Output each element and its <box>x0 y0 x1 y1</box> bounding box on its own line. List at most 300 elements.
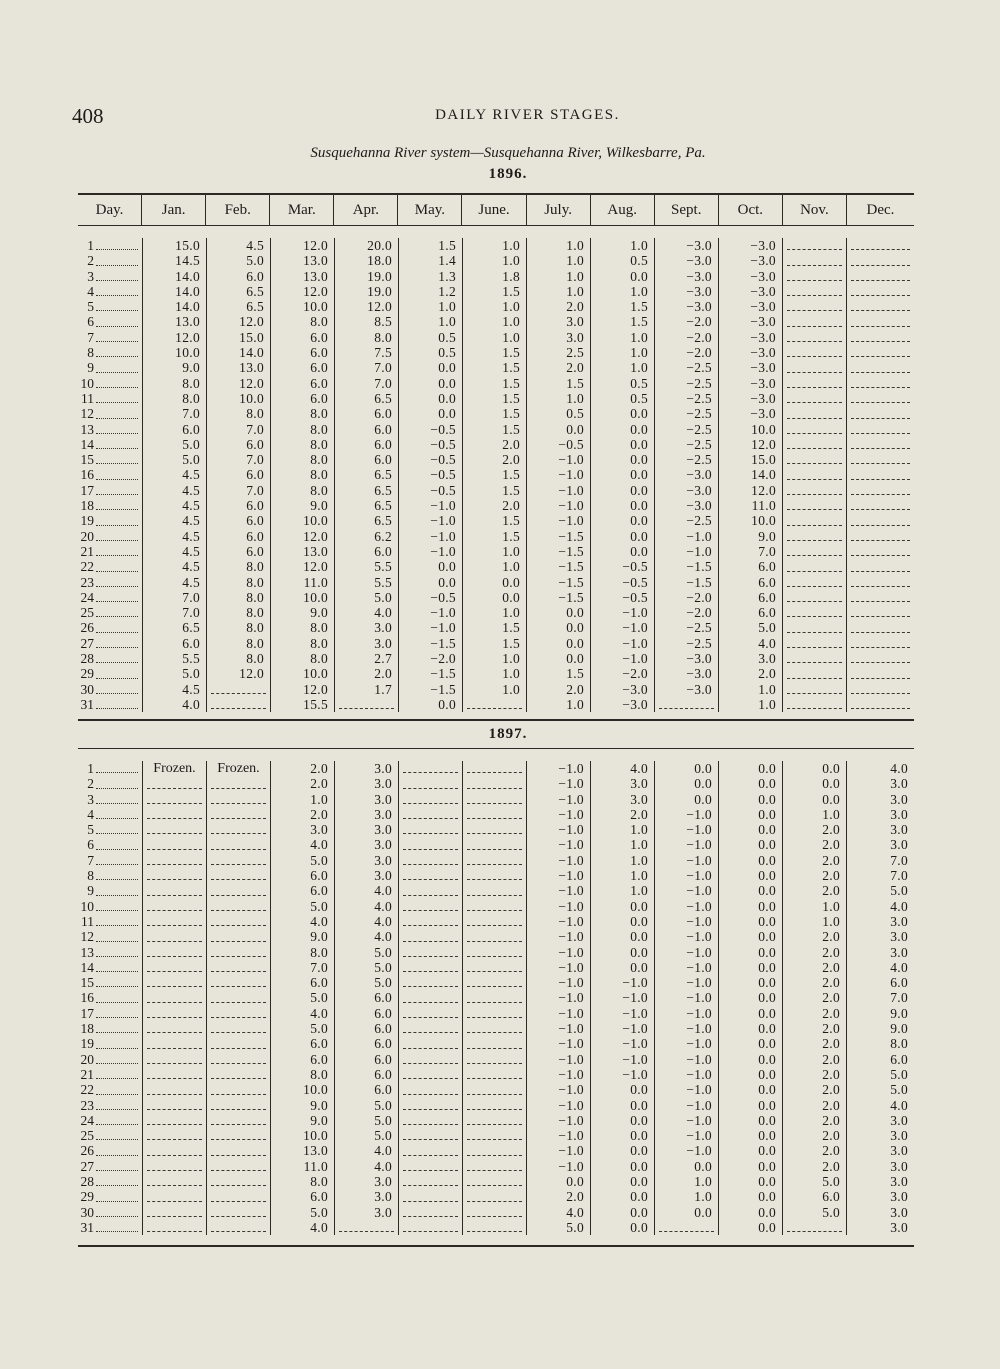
dot-leader <box>96 910 138 911</box>
stage-value: 2.7 <box>374 651 392 667</box>
stage-value: 4.0 <box>630 761 648 776</box>
stage-value: −1.5 <box>430 681 456 697</box>
stage-value: 6.0 <box>374 1051 392 1067</box>
stage-value: 0.0 <box>758 1005 776 1021</box>
blank-cell <box>463 1036 526 1051</box>
stage-value: −1.0 <box>558 1082 584 1098</box>
stage-value: 12.0 <box>239 314 264 330</box>
stage-value: 9.0 <box>182 360 200 376</box>
stage-value: 6.0 <box>310 375 328 391</box>
stage-value: 4.0 <box>566 1204 584 1220</box>
column-header: Sept. <box>654 195 718 225</box>
blank-cell <box>847 636 914 651</box>
stage-value: −1.0 <box>558 1143 584 1159</box>
stage-value: 1.5 <box>502 528 520 544</box>
day-number: 18 <box>80 1021 94 1037</box>
stage-value: 0.0 <box>630 1143 648 1159</box>
blank-cell <box>783 269 846 284</box>
day-number: 11 <box>81 390 94 406</box>
stage-value: 4.0 <box>374 929 392 945</box>
blank-cell <box>847 330 914 345</box>
stage-value: 7.0 <box>310 959 328 975</box>
stage-value: 1.5 <box>502 360 520 376</box>
stage-value: 3.0 <box>374 791 392 807</box>
blank-cell <box>399 807 462 822</box>
stage-value: 0.0 <box>758 1051 776 1067</box>
blank-cell <box>207 990 270 1005</box>
stage-value: 5.0 <box>890 1082 908 1098</box>
blank-cell <box>399 1082 462 1097</box>
stage-value: 3.0 <box>374 776 392 792</box>
blank-cell <box>143 1128 206 1143</box>
table-1896 <box>78 193 914 712</box>
stage-value: 5.0 <box>822 1174 840 1190</box>
stage-value: 0.0 <box>758 975 776 991</box>
stage-value: 0.5 <box>438 329 456 345</box>
stage-value: 3.0 <box>890 1174 908 1190</box>
dot-leader <box>96 1109 138 1110</box>
stage-value: 6.0 <box>310 360 328 376</box>
blank-cell <box>207 1052 270 1067</box>
day-number: 21 <box>80 1066 94 1082</box>
stage-value: 6.0 <box>246 528 264 544</box>
blank-cell <box>143 1159 206 1174</box>
stage-value: 7.0 <box>890 868 908 884</box>
stage-value: 6.0 <box>374 990 392 1006</box>
stage-value: 5.0 <box>310 1204 328 1220</box>
day-number: 28 <box>80 651 94 667</box>
stage-value: −1.0 <box>558 791 584 807</box>
stage-value: 2.0 <box>822 868 840 884</box>
stage-value: 12.0 <box>239 375 264 391</box>
dot-leader <box>96 525 138 526</box>
blank-cell <box>399 1036 462 1051</box>
stage-value: 1.5 <box>502 375 520 391</box>
stage-value: 1.0 <box>822 913 840 929</box>
blank-cell <box>143 1082 206 1097</box>
blank-cell <box>207 1220 270 1235</box>
day-number: 10 <box>80 375 94 391</box>
stage-value: −2.5 <box>686 421 712 437</box>
stage-value: 5.0 <box>374 944 392 960</box>
stage-value: 8.0 <box>246 574 264 590</box>
blank-cell <box>463 1067 526 1082</box>
blank-cell <box>399 975 462 990</box>
stage-value: 5.0 <box>374 1097 392 1113</box>
stage-value: 7.0 <box>890 990 908 1006</box>
stage-value: −1.0 <box>622 990 648 1006</box>
day-number: 7 <box>87 852 94 868</box>
stage-value: 8.0 <box>246 589 264 605</box>
stage-value: 1.0 <box>502 651 520 667</box>
stage-value: −1.0 <box>558 452 584 468</box>
stage-value: 1.5 <box>502 513 520 529</box>
stage-value: −2.5 <box>686 452 712 468</box>
blank-cell <box>847 467 914 482</box>
month-column <box>782 761 846 1235</box>
stage-value: 0.0 <box>630 452 648 468</box>
stage-value: −1.0 <box>686 543 712 559</box>
stage-value: −3.0 <box>750 238 776 253</box>
stage-value: 12.0 <box>175 329 200 345</box>
stage-value: 12.0 <box>303 681 328 697</box>
stage-value: 4.0 <box>374 605 392 621</box>
stage-value: 3.0 <box>890 822 908 838</box>
stage-value: −1.0 <box>558 1158 584 1174</box>
column-header: July. <box>526 195 590 225</box>
stage-value: 3.0 <box>374 620 392 636</box>
blank-cell <box>143 945 206 960</box>
stage-value: 0.0 <box>438 559 456 575</box>
day-cell <box>78 559 142 574</box>
blank-cell <box>143 1189 206 1204</box>
day-number: 21 <box>80 543 94 559</box>
stage-value: 3.0 <box>374 1189 392 1205</box>
stage-value: 9.0 <box>310 1112 328 1128</box>
stage-value: 18.0 <box>367 253 392 269</box>
stage-value: 5.5 <box>182 651 200 667</box>
dot-leader <box>96 1048 138 1049</box>
blank-cell <box>399 1205 462 1220</box>
dot-leader <box>96 463 138 464</box>
stage-value: −1.0 <box>558 761 584 776</box>
stage-value: 3.0 <box>890 1158 908 1174</box>
stage-value: −1.0 <box>686 868 712 884</box>
day-cell <box>78 238 142 253</box>
stage-value: 0.0 <box>438 390 456 406</box>
stage-value: 2.0 <box>822 1082 840 1098</box>
stage-value: 10.0 <box>303 1128 328 1144</box>
stage-value: 12.0 <box>303 559 328 575</box>
stage-value: −3.0 <box>750 314 776 330</box>
dot-leader <box>96 678 138 679</box>
stage-value: 14.0 <box>175 299 200 315</box>
month-column <box>142 761 206 1235</box>
stage-value: 5.0 <box>890 883 908 899</box>
blank-cell <box>847 529 914 544</box>
stage-value: 2.0 <box>502 452 520 468</box>
stage-value: −2.5 <box>686 513 712 529</box>
dot-leader <box>96 479 138 480</box>
dot-leader <box>96 693 138 694</box>
stage-value: 9.0 <box>890 1021 908 1037</box>
blank-cell <box>399 929 462 944</box>
day-number: 31 <box>80 1219 94 1235</box>
stage-value: −3.0 <box>750 375 776 391</box>
stage-value: −3.0 <box>686 283 712 299</box>
stage-value: 1.5 <box>502 620 520 636</box>
stage-value: −3.0 <box>686 268 712 284</box>
stage-value: 6.5 <box>374 498 392 514</box>
stage-value: −1.0 <box>686 822 712 838</box>
blank-cell <box>143 1021 206 1036</box>
day-cell <box>78 975 142 990</box>
stage-value: 5.0 <box>566 1219 584 1235</box>
subtitle: Susquehanna River system—Susquehanna River, Wilkesbarre, Pa. <box>310 145 706 161</box>
stage-value: 1.0 <box>502 605 520 621</box>
day-number: 3 <box>87 791 94 807</box>
stage-value: 6.0 <box>246 513 264 529</box>
stage-value: −1.0 <box>558 868 584 884</box>
dot-leader <box>96 295 138 296</box>
day-number: 22 <box>80 1082 94 1098</box>
stage-value: −3.0 <box>686 681 712 697</box>
day-cell <box>78 513 142 528</box>
day-number: 30 <box>80 1204 94 1220</box>
blank-cell <box>143 1220 206 1235</box>
dot-leader <box>96 941 138 942</box>
stage-value: 9.0 <box>890 1005 908 1021</box>
stage-value: 6.0 <box>374 543 392 559</box>
stage-value: 1.0 <box>502 559 520 575</box>
blank-cell <box>207 1143 270 1158</box>
table-body <box>78 226 914 712</box>
stage-value: 3.0 <box>374 868 392 884</box>
day-number: 11 <box>81 913 94 929</box>
blank-cell <box>399 792 462 807</box>
day-number: 23 <box>80 574 94 590</box>
stage-value: −0.5 <box>430 436 456 452</box>
blank-cell <box>207 868 270 883</box>
dot-leader <box>96 818 138 819</box>
blank-cell <box>207 853 270 868</box>
stage-value: 8.0 <box>374 329 392 345</box>
blank-cell <box>783 682 846 697</box>
day-number: 30 <box>80 681 94 697</box>
column-header: Mar. <box>269 195 333 225</box>
stage-value: 1.0 <box>502 329 520 345</box>
blank-cell <box>463 776 526 791</box>
blank-cell <box>783 253 846 268</box>
stage-value: 5.0 <box>374 959 392 975</box>
day-cell <box>78 360 142 375</box>
blank-cell <box>143 975 206 990</box>
stage-value: 0.0 <box>758 1021 776 1037</box>
day-number: 17 <box>80 1005 94 1021</box>
stage-value: −1.0 <box>686 1143 712 1159</box>
day-number: 15 <box>80 975 94 991</box>
stage-value: −1.0 <box>558 1005 584 1021</box>
stage-value: 1.5 <box>566 375 584 391</box>
day-number: 14 <box>80 959 94 975</box>
stage-value: 4.5 <box>182 574 200 590</box>
month-column <box>206 761 270 1235</box>
day-number: 27 <box>80 635 94 651</box>
stage-value: 3.0 <box>890 1219 908 1235</box>
dot-leader <box>96 632 138 633</box>
blank-cell <box>207 1189 270 1204</box>
stage-value: 11.0 <box>303 574 328 590</box>
stage-value: 14.5 <box>175 253 200 269</box>
stage-value: 1.0 <box>630 360 648 376</box>
day-number: 8 <box>87 345 94 361</box>
stage-value: 1.0 <box>566 268 584 284</box>
stage-value: 5.0 <box>182 666 200 682</box>
stage-value: 1.0 <box>630 883 648 899</box>
stage-value: 8.0 <box>310 651 328 667</box>
dot-leader <box>96 1231 138 1232</box>
stage-value: −1.0 <box>430 605 456 621</box>
day-number: 2 <box>87 253 94 269</box>
stage-value: −1.5 <box>686 574 712 590</box>
stage-value: 3.0 <box>890 1204 908 1220</box>
stage-value: 19.0 <box>367 283 392 299</box>
stage-value: 5.0 <box>246 253 264 269</box>
stage-value: 12.0 <box>303 283 328 299</box>
day-cell <box>78 636 142 651</box>
stage-value: 6.0 <box>246 268 264 284</box>
blank-cell <box>399 1174 462 1189</box>
stage-value: 6.0 <box>246 543 264 559</box>
day-cell <box>78 914 142 929</box>
stage-value: 3.0 <box>630 776 648 792</box>
stage-value: −1.0 <box>686 1036 712 1052</box>
day-number: 18 <box>80 498 94 514</box>
stage-value: 7.0 <box>182 589 200 605</box>
blank-cell <box>783 575 846 590</box>
stage-value: −1.0 <box>686 944 712 960</box>
blank-cell <box>207 1036 270 1051</box>
stage-value: 10.0 <box>303 513 328 529</box>
blank-cell <box>399 1098 462 1113</box>
blank-cell <box>143 822 206 837</box>
blank-cell <box>783 529 846 544</box>
column-header: Day. <box>95 202 124 218</box>
stage-value: 2.0 <box>822 1143 840 1159</box>
stage-value: 6.0 <box>374 1021 392 1037</box>
stage-value: −2.0 <box>686 589 712 605</box>
stage-value: −1.0 <box>558 929 584 945</box>
stage-value: 4.0 <box>310 837 328 853</box>
day-cell <box>78 1021 142 1036</box>
stage-value: 1.0 <box>630 283 648 299</box>
stage-value: 0.0 <box>566 421 584 437</box>
stage-value: 2.0 <box>822 1128 840 1144</box>
stage-value: −1.0 <box>430 513 456 529</box>
month-column <box>462 761 526 1235</box>
blank-cell <box>847 590 914 605</box>
stage-value: 14.0 <box>239 345 264 361</box>
stage-value: 0.0 <box>758 990 776 1006</box>
table-1897 <box>78 748 914 1235</box>
day-number: 13 <box>80 944 94 960</box>
blank-cell <box>847 437 914 452</box>
stage-value: 2.0 <box>822 990 840 1006</box>
dot-leader <box>96 925 138 926</box>
stage-value: 6.0 <box>310 1189 328 1205</box>
stage-value: −3.0 <box>686 238 712 253</box>
stage-value: 1.0 <box>758 681 776 697</box>
stage-value: −3.0 <box>686 482 712 498</box>
stage-value: 6.0 <box>374 406 392 422</box>
stage-value: 2.0 <box>822 852 840 868</box>
stage-value: −1.0 <box>686 806 712 822</box>
stage-value: 2.0 <box>310 806 328 822</box>
stage-value: −1.0 <box>558 1128 584 1144</box>
column-header: Oct. <box>718 195 782 225</box>
dot-leader <box>96 494 138 495</box>
stage-value: 1.0 <box>694 1189 712 1205</box>
stage-value: 0.0 <box>566 1174 584 1190</box>
stage-value: 1.0 <box>566 253 584 269</box>
day-cell <box>78 253 142 268</box>
stage-value: 15.0 <box>175 238 200 253</box>
stage-value: 3.0 <box>890 929 908 945</box>
running-head: DAILY RIVER STAGES. <box>435 107 620 123</box>
stage-value: −3.0 <box>622 696 648 712</box>
stage-value: 6.0 <box>374 421 392 437</box>
stage-value: 3.0 <box>890 791 908 807</box>
stage-value: 0.0 <box>758 913 776 929</box>
stage-value: −1.5 <box>558 589 584 605</box>
stage-value: 0.0 <box>502 574 520 590</box>
stage-value: 5.0 <box>374 589 392 605</box>
blank-cell <box>783 651 846 666</box>
stage-value: 1.5 <box>630 314 648 330</box>
blank-cell <box>399 1220 462 1235</box>
stage-value: −2.5 <box>686 620 712 636</box>
stage-value: 4.0 <box>890 1097 908 1113</box>
stage-value: 6.0 <box>890 975 908 991</box>
stage-value: 1.0 <box>502 666 520 682</box>
day-cell <box>78 575 142 590</box>
blank-cell <box>847 605 914 620</box>
stage-value: 0.0 <box>566 651 584 667</box>
stage-value: 2.0 <box>822 944 840 960</box>
stage-value: 0.0 <box>566 605 584 621</box>
day-cell <box>78 544 142 559</box>
stage-value: 5.0 <box>310 852 328 868</box>
stage-value: −0.5 <box>622 589 648 605</box>
day-number: 24 <box>80 1112 94 1128</box>
stage-value: 0.0 <box>630 498 648 514</box>
blank-cell <box>847 452 914 467</box>
blank-cell <box>847 559 914 574</box>
stage-value: 6.0 <box>822 1189 840 1205</box>
day-cell <box>78 666 142 681</box>
stage-value: 0.0 <box>438 406 456 422</box>
day-cell <box>78 929 142 944</box>
stage-value: −1.0 <box>686 975 712 991</box>
blank-cell <box>783 590 846 605</box>
month-column <box>270 238 334 712</box>
stage-value: 2.0 <box>822 1005 840 1021</box>
stage-value: 5.0 <box>310 898 328 914</box>
stage-value: 0.0 <box>758 1097 776 1113</box>
stage-value: 7.0 <box>374 375 392 391</box>
stage-value: 0.0 <box>694 1158 712 1174</box>
dot-leader <box>96 265 138 266</box>
month-column <box>846 761 914 1235</box>
blank-cell <box>847 498 914 513</box>
stage-value: 0.0 <box>630 913 648 929</box>
month-column <box>334 761 398 1235</box>
blank-cell <box>783 605 846 620</box>
stage-value: −1.0 <box>686 528 712 544</box>
table-bottom-rule <box>78 719 914 721</box>
dot-leader <box>96 662 138 663</box>
stage-value: 6.5 <box>374 467 392 483</box>
stage-value: 8.0 <box>246 651 264 667</box>
blank-cell <box>143 960 206 975</box>
blank-cell <box>783 452 846 467</box>
month-column <box>846 238 914 712</box>
stage-value: 6.0 <box>310 390 328 406</box>
dot-leader <box>96 571 138 572</box>
stage-value: 6.0 <box>310 868 328 884</box>
blank-cell <box>463 1052 526 1067</box>
stage-value: 8.0 <box>310 482 328 498</box>
